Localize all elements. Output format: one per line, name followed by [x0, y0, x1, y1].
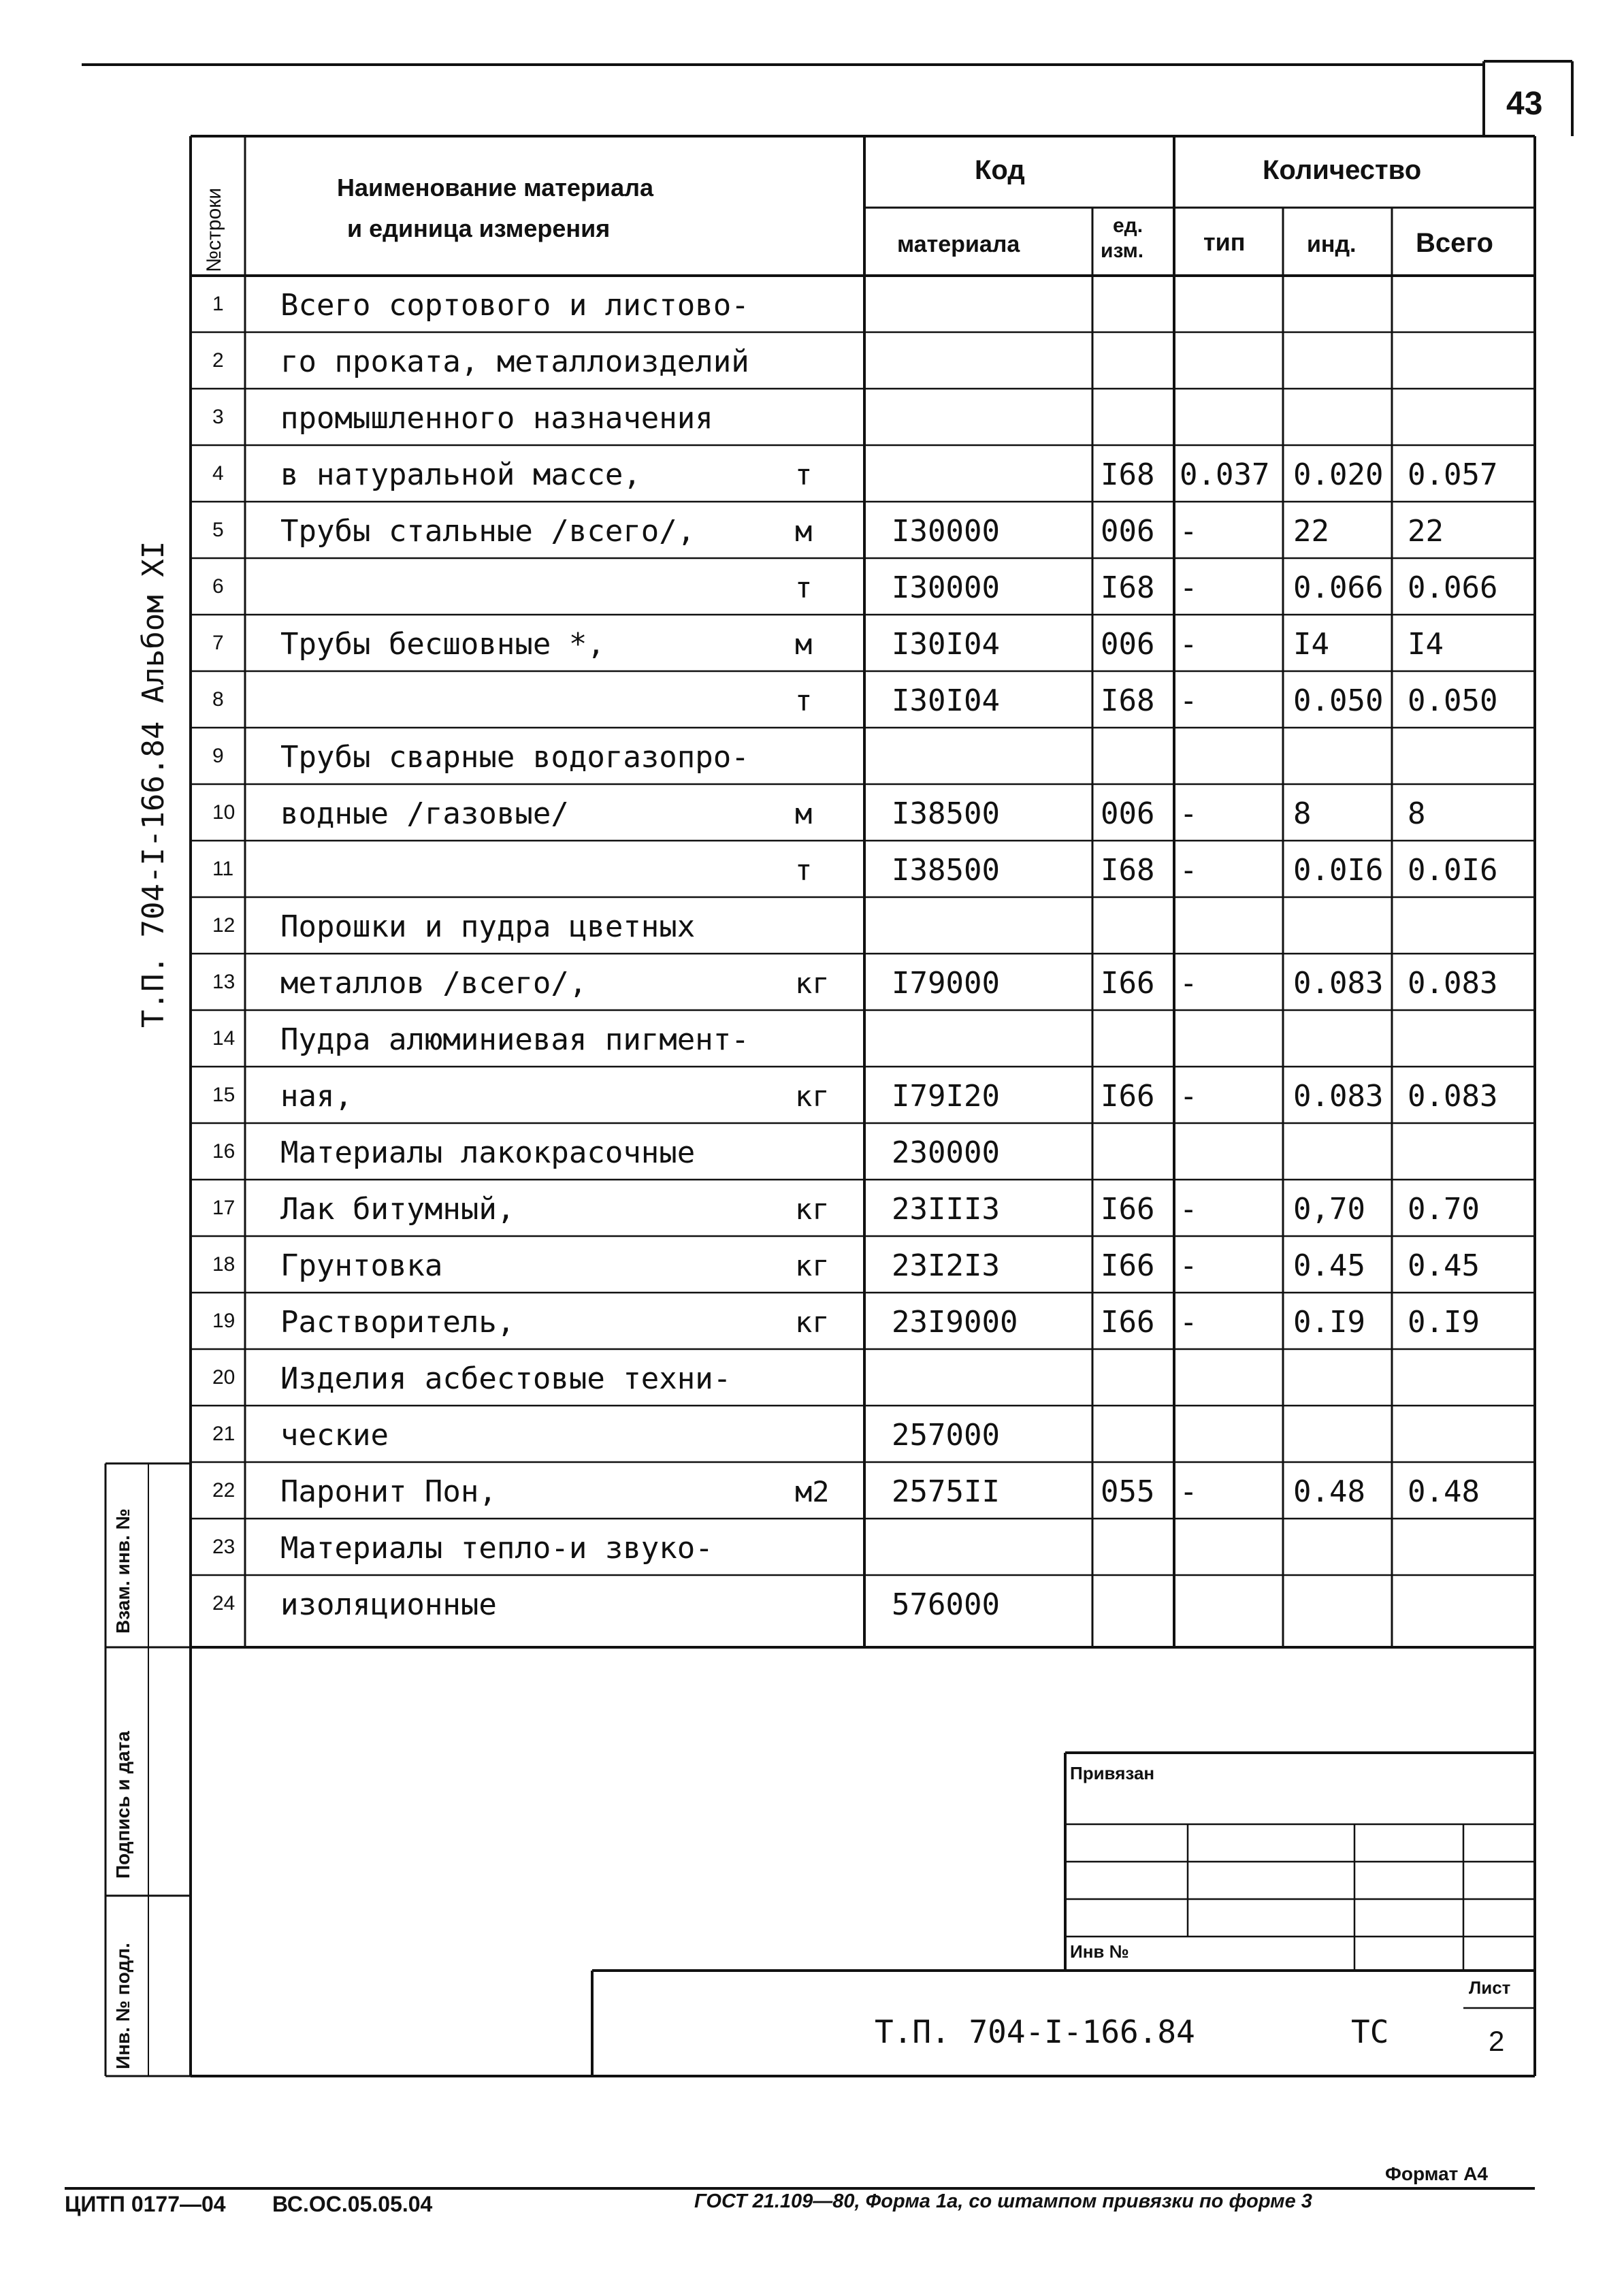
- material-code: I38500: [892, 796, 1000, 831]
- row-number: 2: [212, 349, 224, 372]
- qty-total: 0.70: [1408, 1191, 1480, 1227]
- qty-ind: 0.050: [1293, 683, 1384, 718]
- qty-type: -: [1180, 796, 1198, 831]
- material-name: Порошки и пудра цветных: [280, 909, 696, 944]
- unit-code: I68: [1101, 852, 1155, 888]
- unit: т: [795, 853, 813, 887]
- qty-ind: 0.083: [1293, 1078, 1384, 1114]
- material-code: I38500: [892, 852, 1000, 888]
- material-code: 257000: [892, 1417, 1000, 1453]
- material-code: I30I04: [892, 626, 1000, 662]
- material-name: изоляционные: [280, 1587, 497, 1622]
- material-name: в натуральной массе,: [280, 457, 641, 492]
- material-name-header-line1: Наименование материала: [337, 174, 653, 201]
- row-number: 21: [212, 1422, 236, 1445]
- unit: кг: [795, 1305, 830, 1339]
- row-number: 6: [212, 574, 224, 598]
- row-number: 8: [212, 687, 224, 711]
- footer-gost: ГОСТ 21.109—80, Форма 1а, со штампом привязки по форме 3: [694, 2190, 1312, 2212]
- qty-ind: 0.083: [1293, 965, 1384, 1001]
- qty-type: -: [1180, 626, 1198, 662]
- document-code: Т.П. 704-I-166.84: [875, 2013, 1195, 2050]
- material-name: Грунтовка: [280, 1248, 443, 1283]
- unit-code: 006: [1101, 796, 1155, 831]
- material-name: промышленного назначения: [280, 400, 713, 436]
- material-code: 2575II: [892, 1474, 1000, 1509]
- qty-ind: 0.066: [1293, 570, 1384, 605]
- qty-ind: I4: [1293, 626, 1329, 662]
- qty-type: -: [1180, 1191, 1198, 1227]
- qty-ind: 0.48: [1293, 1474, 1365, 1509]
- replaced-inventory-label: Взам. инв. №: [112, 1508, 133, 1634]
- format-label: Формат А4: [1385, 2163, 1488, 2184]
- row-number: 16: [212, 1139, 236, 1163]
- unit: м: [795, 514, 813, 548]
- qty-ind: 0,70: [1293, 1191, 1365, 1227]
- material-name: го проката, металлоизделий: [280, 344, 749, 379]
- unit-code: I66: [1101, 1078, 1155, 1114]
- qty-total: 22: [1408, 513, 1444, 549]
- code-group-header: Код: [975, 155, 1025, 185]
- row-number: 9: [212, 744, 224, 767]
- qty-total: 0.083: [1408, 1078, 1498, 1114]
- qty-ind: 22: [1293, 513, 1329, 549]
- row-number: 13: [212, 970, 236, 993]
- material-code: I30000: [892, 570, 1000, 605]
- row-number: 11: [212, 857, 234, 880]
- qty-total: 0.45: [1408, 1248, 1480, 1283]
- row-number: 19: [212, 1309, 236, 1332]
- material-name: металлов /всего/,: [280, 965, 587, 1001]
- row-number: 7: [212, 631, 224, 654]
- inventory-number-label: Инв №: [1070, 1941, 1129, 1962]
- row-number: 17: [212, 1196, 236, 1219]
- qty-total: 0.0I6: [1408, 852, 1498, 888]
- unit-code-header-line2: изм.: [1101, 240, 1144, 262]
- unit: кг: [795, 1079, 830, 1113]
- row-number: 3: [212, 405, 224, 428]
- material-code: I79I20: [892, 1078, 1000, 1114]
- footer-code-series: ВС.ОС.05.05.04: [272, 2192, 433, 2216]
- material-code: 230000: [892, 1135, 1000, 1170]
- unit: кг: [795, 966, 830, 1000]
- material-code: 576000: [892, 1587, 1000, 1622]
- material-code: 23I9000: [892, 1304, 1018, 1340]
- unit: кг: [795, 1248, 830, 1282]
- unit-code: I68: [1101, 570, 1155, 605]
- qty-total: I4: [1408, 626, 1444, 662]
- qty-total-header: Всего: [1416, 228, 1493, 258]
- material-name: Материалы тепло-и звуко-: [280, 1530, 713, 1566]
- row-number-header: №строки: [203, 187, 225, 272]
- unit: м: [795, 627, 813, 661]
- qty-ind: 0.020: [1293, 457, 1384, 492]
- qty-type: -: [1180, 1474, 1198, 1509]
- material-code-header: материала: [897, 231, 1020, 257]
- material-name: Трубы бесшовные *,: [280, 626, 605, 662]
- quantity-group-header: Количество: [1263, 155, 1422, 185]
- unit-code: I66: [1101, 1191, 1155, 1227]
- row-number: 10: [212, 800, 236, 824]
- qty-ind: 0.I9: [1293, 1304, 1365, 1340]
- side-document-title: Т.П. 704-I-166.84 Альбом XI: [136, 540, 171, 1028]
- material-name: Материалы лакокрасочные: [280, 1135, 696, 1170]
- qty-type: 0.037: [1180, 457, 1270, 492]
- material-code: 23I2I3: [892, 1248, 1000, 1283]
- material-name: Трубы сварные водогазопро-: [280, 739, 749, 775]
- material-name: Лак битумный,: [280, 1191, 515, 1227]
- material-name: водные /газовые/: [280, 796, 569, 831]
- row-number: 23: [212, 1535, 236, 1558]
- material-code: I30000: [892, 513, 1000, 549]
- row-number: 1: [212, 292, 224, 315]
- unit-code: 006: [1101, 626, 1155, 662]
- qty-total: 0.050: [1408, 683, 1498, 718]
- attached-label: Привязан: [1070, 1763, 1155, 1783]
- material-name: ческие: [280, 1417, 389, 1453]
- unit: кг: [795, 1192, 830, 1226]
- qty-ind: 8: [1293, 796, 1312, 831]
- row-number: 5: [212, 518, 224, 541]
- unit: м: [795, 796, 813, 830]
- material-name: Паронит Пон,: [280, 1474, 497, 1509]
- row-number: 20: [212, 1365, 236, 1389]
- qty-type: -: [1180, 1304, 1198, 1340]
- material-code: I79000: [892, 965, 1000, 1001]
- document-mark: ТС: [1351, 2013, 1389, 2050]
- page-number: 43: [1506, 86, 1543, 122]
- qty-type: -: [1180, 1078, 1198, 1114]
- qty-type: -: [1180, 570, 1198, 605]
- unit-code: I66: [1101, 965, 1155, 1001]
- unit-code: 055: [1101, 1474, 1155, 1509]
- qty-total: 0.083: [1408, 965, 1498, 1001]
- qty-ind: 0.0I6: [1293, 852, 1384, 888]
- qty-total: 0.057: [1408, 457, 1498, 492]
- row-number: 12: [212, 913, 236, 937]
- unit-code: I68: [1101, 683, 1155, 718]
- material-name: Растворитель,: [280, 1304, 515, 1340]
- original-inventory-label: Инв. № подл.: [112, 1943, 133, 2069]
- unit-code-header-line1: ед.: [1113, 214, 1143, 237]
- unit-code: I68: [1101, 457, 1155, 492]
- row-number: 24: [212, 1591, 236, 1615]
- material-name: ная,: [280, 1078, 353, 1114]
- sheet-number: 2: [1489, 2025, 1505, 2057]
- material-name: Пудра алюминиевая пигмент-: [280, 1022, 749, 1057]
- qty-total: 0.I9: [1408, 1304, 1480, 1340]
- material-name: Всего сортового и листово-: [280, 287, 749, 323]
- row-number: 4: [212, 462, 224, 485]
- qty-type: -: [1180, 683, 1198, 718]
- row-number: 22: [212, 1478, 236, 1502]
- material-code: I30I04: [892, 683, 1000, 718]
- unit: т: [795, 570, 813, 604]
- sheet-label: Лист: [1469, 1977, 1511, 1998]
- unit: т: [795, 457, 813, 491]
- qty-ind-header: инд.: [1307, 231, 1357, 257]
- qty-total: 0.066: [1408, 570, 1498, 605]
- unit: м2: [795, 1474, 830, 1508]
- qty-type: -: [1180, 513, 1198, 549]
- material-name-header-line2: и единица измерения: [347, 214, 611, 242]
- material-name: Трубы стальные /всего/,: [280, 513, 696, 549]
- qty-total: 8: [1408, 796, 1426, 831]
- material-code: 23III3: [892, 1191, 1000, 1227]
- row-number: 15: [212, 1083, 236, 1106]
- qty-total: 0.48: [1408, 1474, 1480, 1509]
- qty-ind: 0.45: [1293, 1248, 1365, 1283]
- footer-code-left: ЦИТП 0177—04: [65, 2192, 226, 2216]
- row-number: 14: [212, 1026, 236, 1050]
- unit-code: I66: [1101, 1248, 1155, 1283]
- unit-code: I66: [1101, 1304, 1155, 1340]
- qty-type: -: [1180, 1248, 1198, 1283]
- qty-type: -: [1180, 852, 1198, 888]
- qty-type-header: тип: [1203, 228, 1246, 256]
- unit: т: [795, 683, 813, 717]
- row-number: 18: [212, 1252, 236, 1276]
- material-name: Изделия асбестовые техни-: [280, 1361, 732, 1396]
- signature-date-label: Подпись и дата: [112, 1731, 133, 1879]
- unit-code: 006: [1101, 513, 1155, 549]
- qty-type: -: [1180, 965, 1198, 1001]
